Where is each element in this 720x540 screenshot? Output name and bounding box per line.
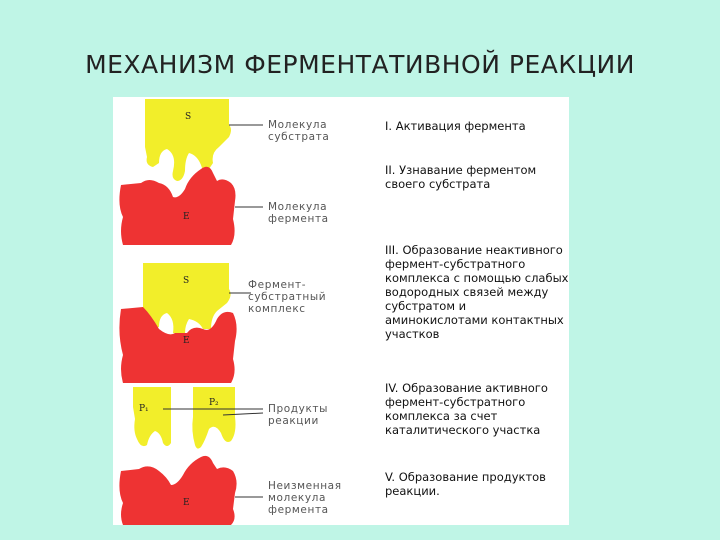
label-products: Продукты реакции [268,403,329,427]
enzyme-mark: E [183,212,190,222]
product-p1-mark: P₁ [139,404,149,414]
step-2: II. Узнавание ферментом своего субстрата [385,163,537,191]
label-enzyme: Молекула фермента [268,201,329,225]
unchanged-enzyme [119,456,236,525]
step-1: I. Активация фермента [385,119,526,133]
page-title: МЕХАНИЗМ ФЕРМЕНТАТИВНОЙ РЕАКЦИИ [85,50,635,79]
unchanged-enzyme-mark: E [183,498,190,508]
complex-enzyme-mark: E [183,336,190,346]
diagram-panel [113,97,569,525]
label-unchanged: Неизменная молекула фермента [268,480,342,516]
complex-substrate-mark: S [183,276,190,286]
product-p2-mark: P₂ [209,398,219,408]
product-p2 [192,387,235,449]
label-substrate: Молекула субстрата [268,119,330,143]
label-complex: Фермент-субстратный комплекс [248,279,327,315]
substrate-mark: S [185,112,192,122]
product-p1 [133,387,171,446]
step-5: V. Образование продуктов реакции. [385,470,546,498]
step-4: IV. Образование активного фермент-субстратного комплекса за счет каталитического участка [385,381,548,437]
step-3: III. Образование неактивного фермент-субстратного комплекса с помощью слабых водородных связей между субстратом и аминокислотами контактных участков [385,243,569,341]
